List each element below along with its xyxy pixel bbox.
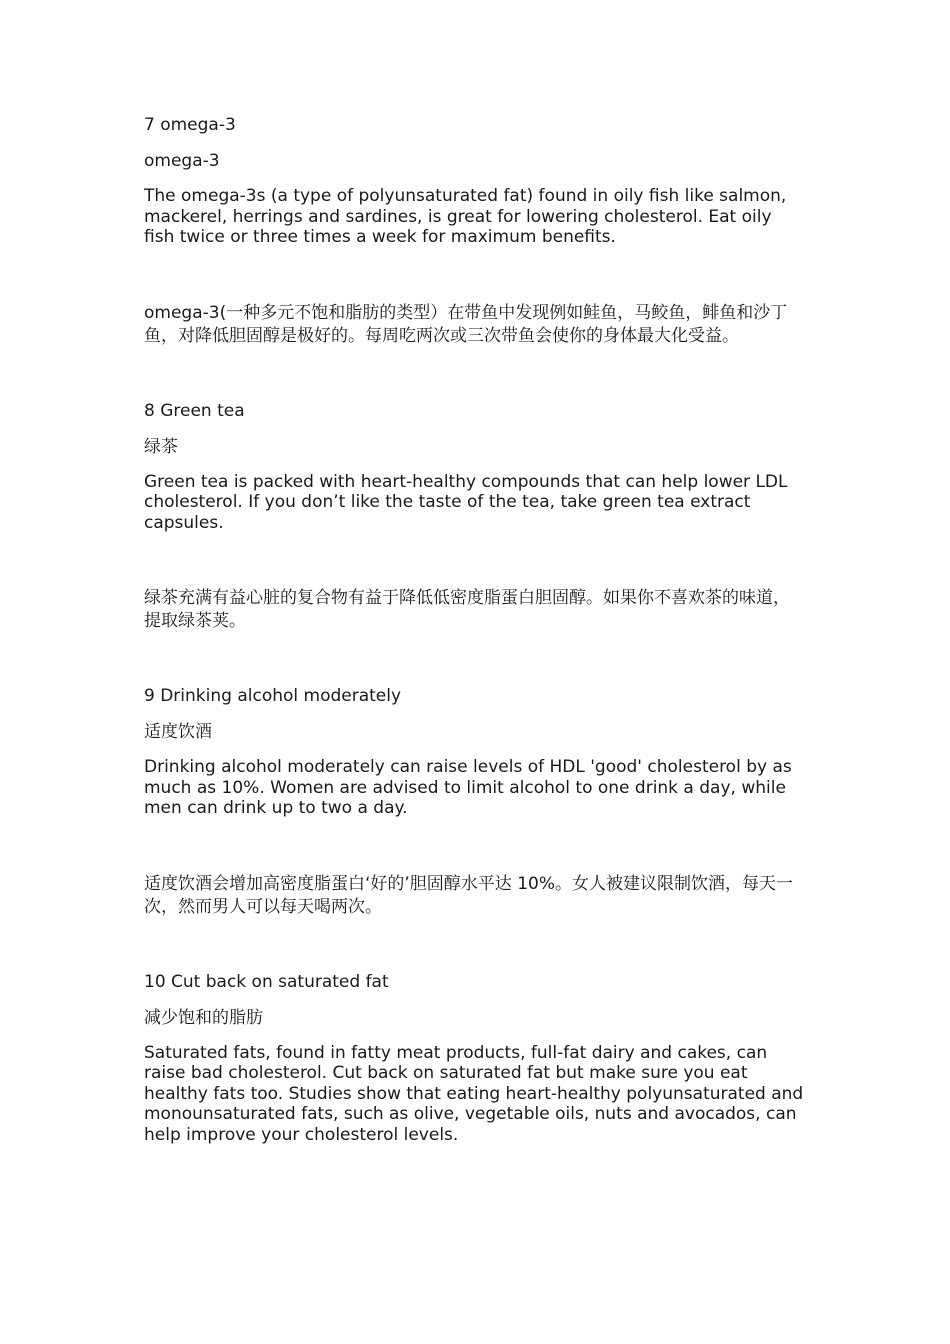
section-subheading: 减少饱和的脂肪 <box>144 1007 263 1028</box>
chinese-paragraph: 绿茶充满有益心脏的复合物有益于降低低密度脂蛋白胆固醇。如果你不喜欢茶的味道，提取绿茶荚。 <box>144 588 790 631</box>
section-green-tea <box>144 400 806 634</box>
section-subheading: 适度饮酒 <box>144 722 212 742</box>
chinese-paragraph: 适度饮酒会增加高密度脂蛋白‘好的’胆固醇水平达 10%。女人被建议限制饮酒，每天一次，然而男人可以每天喝两次。 <box>144 873 793 917</box>
english-paragraph: Saturated fats, found in fatty meat products, full-fat dairy and cakes, can raise bad cholesterol. Cut back on saturated fat but make sure you eat healthy fats too. Studies show that eating heart-healthy polyunsaturated and monounsaturated fats, such as olive, vegetable oils, nuts and avocados, can help improve your cholesterol levels. <box>144 1042 804 1145</box>
english-paragraph: Green tea is packed with heart-healthy compounds that can help lower LDL cholesterol. If you don’t like the taste of the tea, take green tea extract capsules. <box>144 471 788 533</box>
english-paragraph: Drinking alcohol moderately can raise levels of HDL 'good' cholesterol by as much as 10%. Women are advised to limit alcohol to one drink a day, while men can drink up to two a day. <box>144 757 792 818</box>
spacer <box>144 819 806 873</box>
section-heading: 10 Cut back on saturated fat <box>144 971 389 992</box>
section-subheading: 绿茶 <box>144 436 178 457</box>
spacer <box>144 919 806 971</box>
spacer <box>144 348 806 400</box>
section-subheading: omega-3 <box>144 151 220 171</box>
section-drinking-alcohol <box>144 685 806 919</box>
spacer <box>144 633 806 685</box>
spacer <box>144 248 806 302</box>
document-page <box>144 114 806 1145</box>
english-paragraph: The omega-3s (a type of polyunsaturated fat) found in oily fish like salmon, mackerel, herrings and sardines, is great for lowering cholesterol. Eat oily fish twice or three times a week for maximum benefits. <box>144 186 787 247</box>
section-heading: 9 Drinking alcohol moderately <box>144 686 402 706</box>
spacer <box>144 533 806 587</box>
section-heading: 8 Green tea <box>144 400 245 421</box>
section-heading: 7 omega-3 <box>144 115 236 135</box>
section-saturated-fat <box>144 971 806 1146</box>
section-omega-3 <box>144 114 806 348</box>
chinese-paragraph: omega-3(一种多元不饱和脂肪的类型）在带鱼中发现例如鲑鱼，马鲛鱼，鲱鱼和沙丁鱼，对降低胆固醇是极好的。每周吃两次或三次带鱼会使你的身体最大化受益。 <box>144 302 788 346</box>
